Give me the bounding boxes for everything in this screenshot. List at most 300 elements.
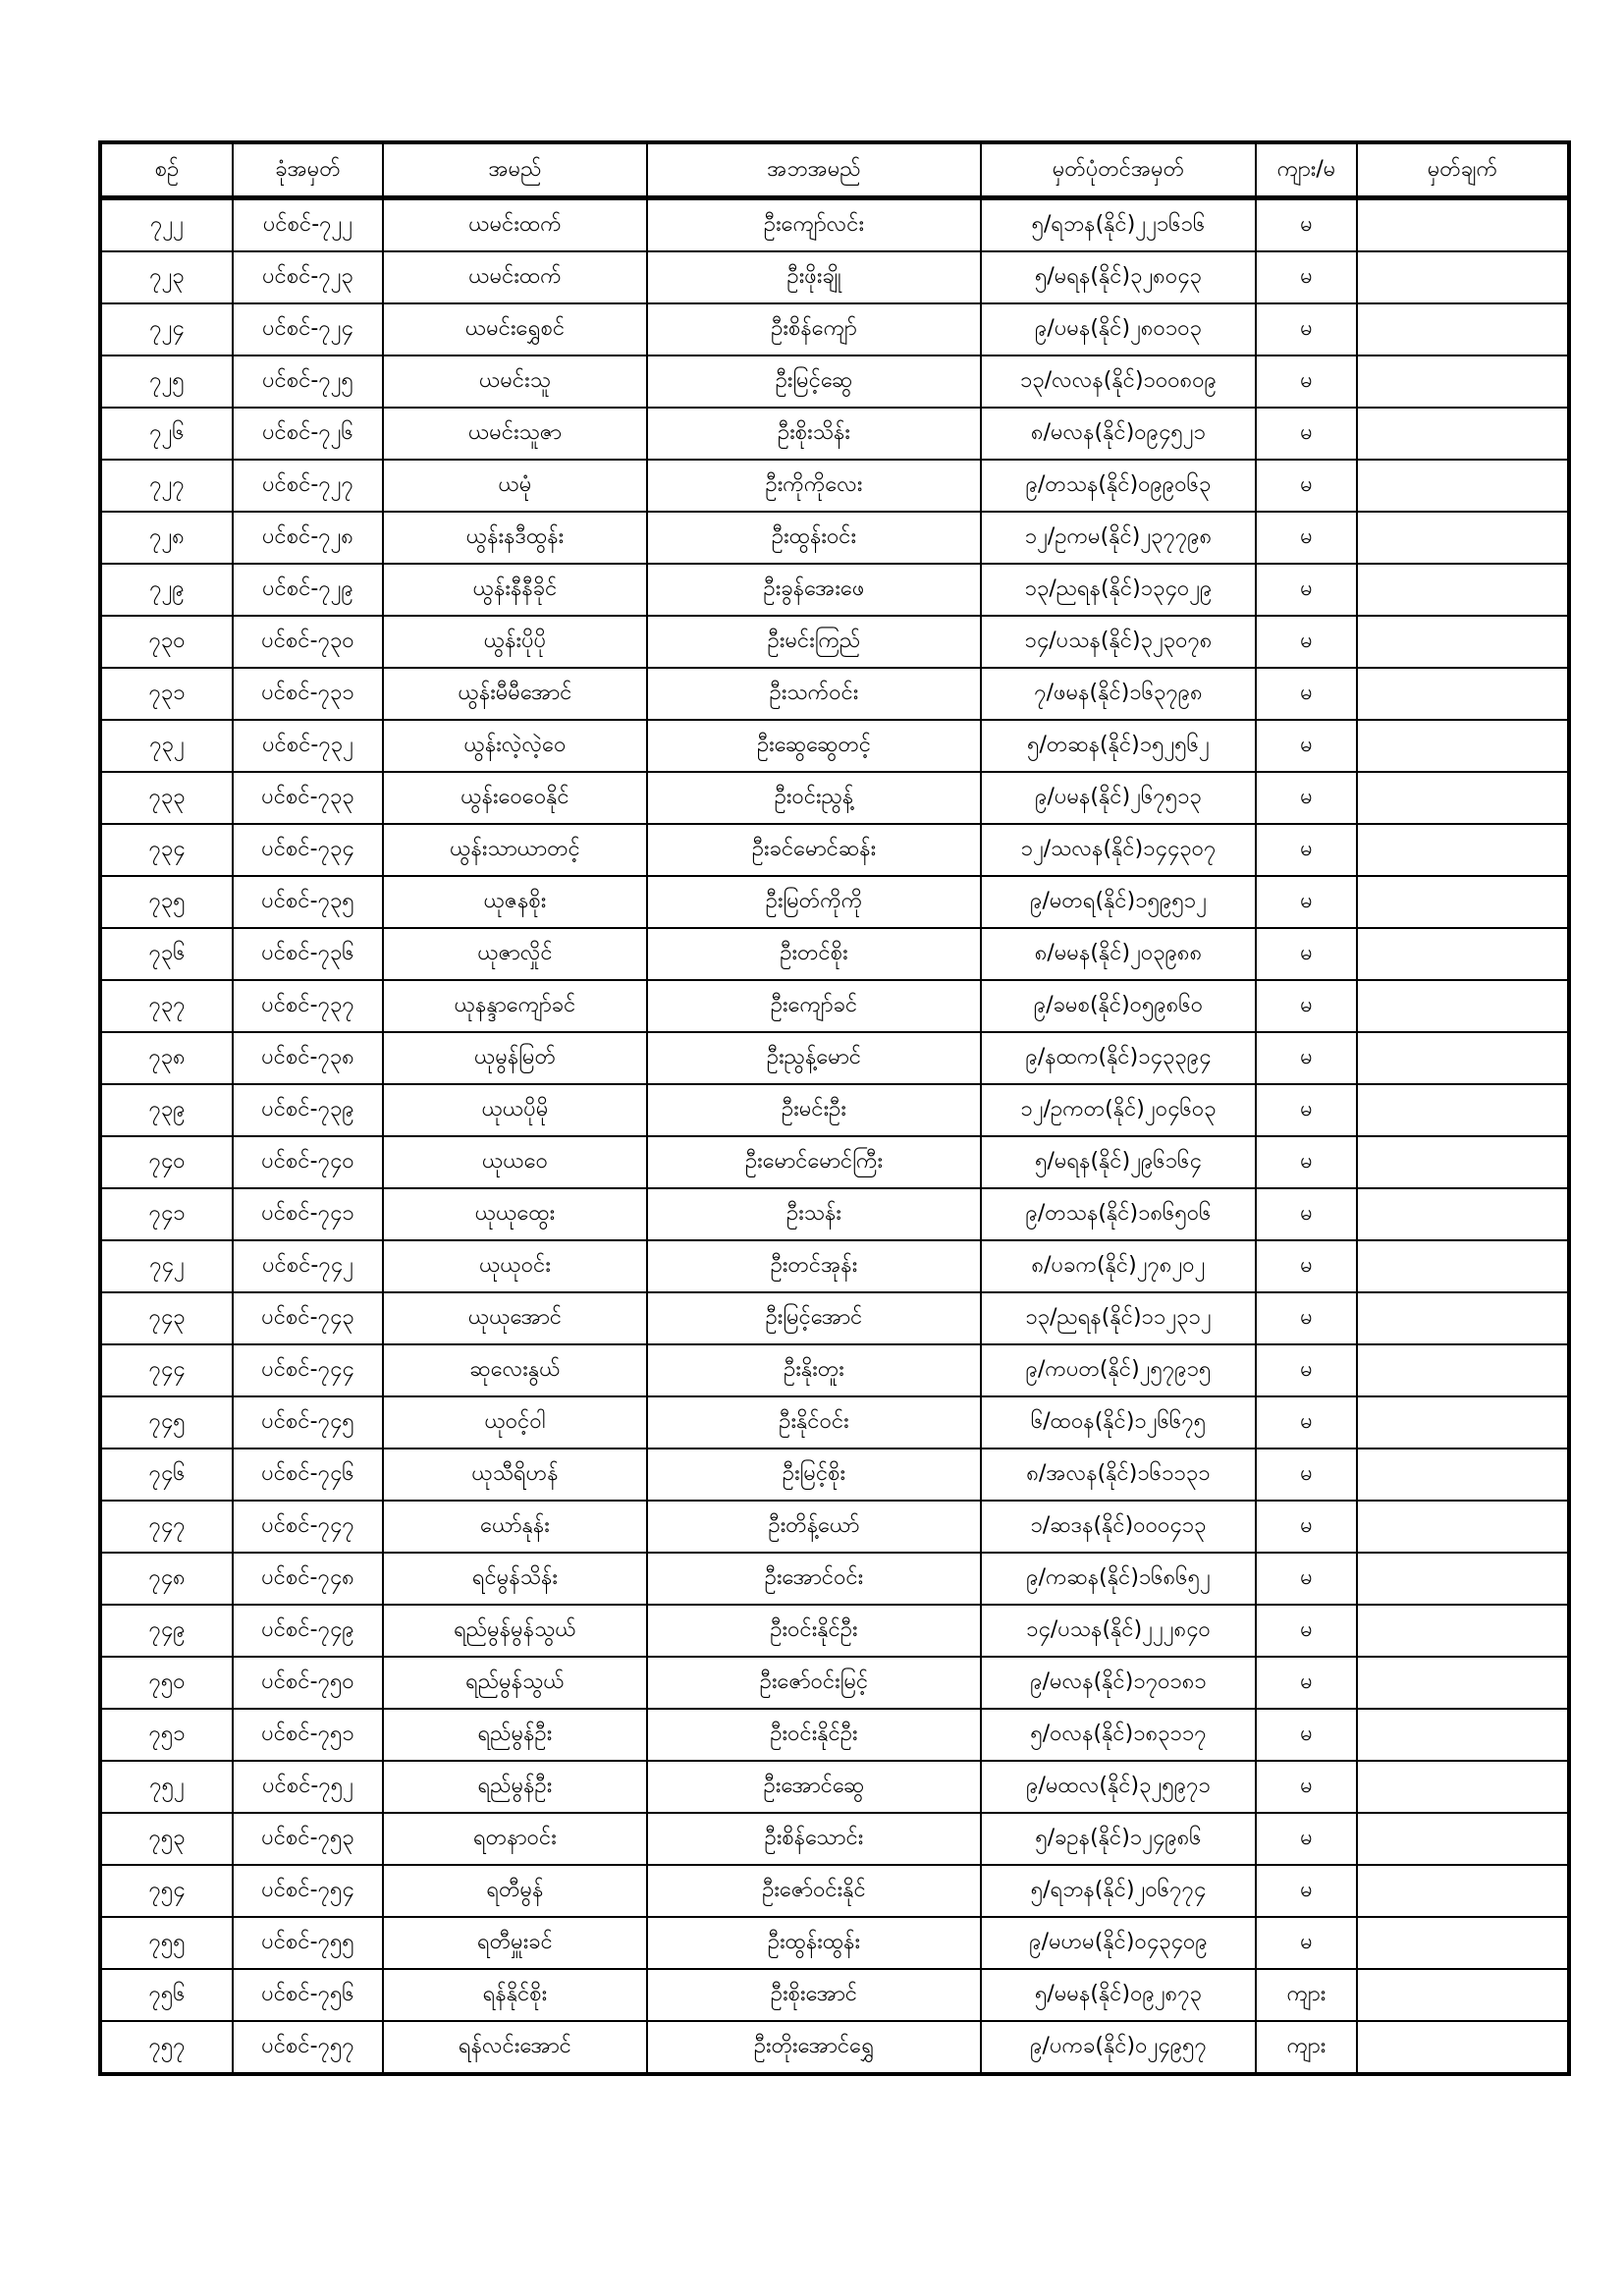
cell-remark [1357,876,1569,928]
cell-roll-no: ပင်စင်-၇၅၃ [233,1813,383,1865]
cell-gender: မ [1256,1501,1357,1553]
cell-remark [1357,460,1569,512]
cell-remark [1357,1449,1569,1501]
cell-name: ယွန်းလဲ့လဲ့ဝေ [383,720,647,772]
cell-name: ရတနာဝင်း [383,1813,647,1865]
cell-roll-no: ပင်စင်-၇၃၅ [233,876,383,928]
table-row [100,1449,1569,1501]
table-row [100,1969,1569,2021]
cell-roll-no: ပင်စင်-၇၄၄ [233,1344,383,1396]
cell-name: ရည်မွန်သွယ် [383,1657,647,1709]
cell-name: ရင်မွန်သိန်း [383,1553,647,1605]
cell-nrc: ၉/မလန(နိုင်)၁၇၀၁၈၁ [981,1657,1256,1709]
cell-nrc: ၉/ခမစ(နိုင်)၀၅၉၈၆၀ [981,980,1256,1032]
cell-nrc: ၁/ဆဒန(နိုင်)၀၀၀၄၁၃ [981,1501,1256,1553]
cell-gender: မ [1256,1917,1357,1969]
cell-roll-no: ပင်စင်-၇၄၀ [233,1136,383,1188]
cell-remark [1357,1188,1569,1240]
table-row [100,1657,1569,1709]
header-father-name: အဘအမည် [647,142,981,198]
cell-nrc: ၁၃/ညရန(နိုင်)၁၃၄၀၂၉ [981,564,1256,616]
cell-name: ယုယပိုမို [383,1084,647,1136]
cell-name: ယုနန္ဒာကျော်ခင် [383,980,647,1032]
cell-remark [1357,1344,1569,1396]
cell-nrc: ၉/နထက(နိုင်)၁၄၃၃၉၄ [981,1032,1256,1084]
cell-roll-no: ပင်စင်-၇၂၆ [233,408,383,460]
cell-gender: မ [1256,1553,1357,1605]
cell-gender: ကျား [1256,2021,1357,2074]
cell-nrc: ၁၂/ဥကမ(နိုင်)၂၃၇၇၉၈ [981,512,1256,564]
cell-father-name: ဦးဇော်ဝင်းနိုင် [647,1865,981,1917]
cell-name: ယွန်းပိုပို [383,616,647,668]
cell-name: ယုယုဝင်း [383,1240,647,1292]
cell-father-name: ဦးမြင့်အောင် [647,1292,981,1344]
cell-father-name: ဦးမင်းဦး [647,1084,981,1136]
cell-roll-no: ပင်စင်-၇၅၆ [233,1969,383,2021]
cell-serial-no: ၇၃၈ [100,1032,233,1084]
cell-name: ယွန်းမီမီအောင် [383,668,647,720]
cell-nrc: ၅/ခဥန(နိုင်)၁၂၄၉၈၆ [981,1813,1256,1865]
cell-roll-no: ပင်စင်-၇၃၂ [233,720,383,772]
cell-father-name: ဦးမောင်မောင်ကြီး [647,1136,981,1188]
cell-roll-no: ပင်စင်-၇၃၃ [233,772,383,824]
cell-name: ယုဇာလှိုင် [383,928,647,980]
cell-remark [1357,720,1569,772]
cell-roll-no: ပင်စင်-၇၃၁ [233,668,383,720]
cell-remark [1357,1501,1569,1553]
cell-gender: မ [1256,772,1357,824]
cell-name: ယုဇနစိုး [383,876,647,928]
cell-gender: မ [1256,564,1357,616]
cell-gender: မ [1256,1709,1357,1761]
cell-gender: မ [1256,1761,1357,1813]
cell-name: ယွန်းသာယာတင့် [383,824,647,876]
cell-serial-no: ၇၄၁ [100,1188,233,1240]
cell-nrc: ၆/ထဝန(နိုင်)၁၂၆၆၇၅ [981,1396,1256,1449]
cell-remark [1357,1553,1569,1605]
cell-serial-no: ၇၅၄ [100,1865,233,1917]
table-body [100,198,1569,2075]
cell-gender: မ [1256,1605,1357,1657]
table-row [100,824,1569,876]
table-row [100,1344,1569,1396]
table-row [100,1136,1569,1188]
cell-remark [1357,772,1569,824]
cell-remark [1357,824,1569,876]
table-row [100,1240,1569,1292]
cell-nrc: ၁၃/လလန(နိုင်)၁၀၀၈၀၉ [981,355,1256,408]
cell-name: ယမင်းရွှေစင် [383,303,647,355]
cell-roll-no: ပင်စင်-၇၅၀ [233,1657,383,1709]
cell-serial-no: ၇၂၅ [100,355,233,408]
cell-father-name: ဦးခွန်အေးဖေ [647,564,981,616]
cell-father-name: ဦးစိန်ကျော် [647,303,981,355]
cell-gender: မ [1256,1292,1357,1344]
cell-remark [1357,1969,1569,2021]
cell-nrc: ၁၄/ပသန(နိုင်)၂၂၂၈၄၀ [981,1605,1256,1657]
cell-serial-no: ၇၄၅ [100,1396,233,1449]
cell-roll-no: ပင်စင်-၇၄၁ [233,1188,383,1240]
table-row [100,1605,1569,1657]
cell-father-name: ဦးမြင့်စိုး [647,1449,981,1501]
cell-nrc: ၅/တဆန(နိုင်)၁၅၂၅၆၂ [981,720,1256,772]
cell-serial-no: ၇၅၂ [100,1761,233,1813]
cell-father-name: ဦးခင်မောင်ဆန်း [647,824,981,876]
cell-roll-no: ပင်စင်-၇၃၆ [233,928,383,980]
cell-father-name: ဦးညွန့်မောင် [647,1032,981,1084]
cell-gender: မ [1256,1032,1357,1084]
header-name: အမည် [383,142,647,198]
cell-father-name: ဦးတင်အုန်း [647,1240,981,1292]
cell-father-name: ဦးကိုကိုလေး [647,460,981,512]
cell-gender: မ [1256,1813,1357,1865]
cell-roll-no: ပင်စင်-၇၄၆ [233,1449,383,1501]
cell-gender: မ [1256,616,1357,668]
cell-gender: မ [1256,1240,1357,1292]
table-row [100,1084,1569,1136]
cell-gender: မ [1256,198,1357,252]
cell-gender: မ [1256,668,1357,720]
cell-serial-no: ၇၃၂ [100,720,233,772]
cell-serial-no: ၇၂၄ [100,303,233,355]
cell-gender: မ [1256,928,1357,980]
cell-roll-no: ပင်စင်-၇၃၈ [233,1032,383,1084]
cell-remark [1357,1813,1569,1865]
cell-roll-no: ပင်စင်-၇၄၅ [233,1396,383,1449]
cell-roll-no: ပင်စင်-၇၂၈ [233,512,383,564]
cell-gender: မ [1256,251,1357,303]
cell-nrc: ၈/အလန(နိုင်)၁၆၁၁၃၁ [981,1449,1256,1501]
cell-roll-no: ပင်စင်-၇၅၅ [233,1917,383,1969]
cell-nrc: ၅/ဝလန(နိုင်)၁၈၃၁၁၇ [981,1709,1256,1761]
cell-father-name: ဦးဝင်းညွန့် [647,772,981,824]
cell-name: ဆုလေးနွယ် [383,1344,647,1396]
header-remark: မှတ်ချက် [1357,142,1569,198]
cell-father-name: ဦးဇော်ဝင်းမြင့် [647,1657,981,1709]
cell-roll-no: ပင်စင်-၇၃၉ [233,1084,383,1136]
cell-serial-no: ၇၅၅ [100,1917,233,1969]
cell-serial-no: ၇၅၇ [100,2021,233,2074]
cell-father-name: ဦးဆွေဆွေတင့် [647,720,981,772]
cell-father-name: ဦးဖိုးချို [647,251,981,303]
cell-remark [1357,1761,1569,1813]
cell-roll-no: ပင်စင်-၇၅၇ [233,2021,383,2074]
cell-father-name: ဦးထွန်းထွန်း [647,1917,981,1969]
cell-remark [1357,303,1569,355]
table-row [100,303,1569,355]
cell-gender: မ [1256,980,1357,1032]
cell-nrc: ၉/မတရ(နိုင်)၁၅၉၅၁၂ [981,876,1256,928]
table-row [100,460,1569,512]
table-row [100,1032,1569,1084]
cell-serial-no: ၇၄၉ [100,1605,233,1657]
cell-nrc: ၈/မလန(နိုင်)၀၉၄၅၂၁ [981,408,1256,460]
cell-name: ယွန်းနီနီခိုင် [383,564,647,616]
header-row [100,142,1569,198]
cell-gender: မ [1256,303,1357,355]
cell-name: ရန်နိုင်စိုး [383,1969,647,2021]
cell-nrc: ၉/ပမန(နိုင်)၂၈၀၁၀၃ [981,303,1256,355]
cell-remark [1357,1709,1569,1761]
cell-serial-no: ၇၂၈ [100,512,233,564]
table-row [100,1501,1569,1553]
cell-serial-no: ၇၅၃ [100,1813,233,1865]
table-row [100,1761,1569,1813]
cell-remark [1357,408,1569,460]
cell-serial-no: ၇၃၅ [100,876,233,928]
cell-gender: မ [1256,355,1357,408]
cell-name: ယမုံ [383,460,647,512]
table-row [100,1709,1569,1761]
cell-nrc: ၅/မရန(နိုင်)၃၂၈၀၄၃ [981,251,1256,303]
table-row [100,1813,1569,1865]
cell-serial-no: ၇၅၁ [100,1709,233,1761]
cell-nrc: ၈/ပခက(နိုင်)၂၇၈၂၀၂ [981,1240,1256,1292]
cell-remark [1357,512,1569,564]
cell-father-name: ဦးမြတ်ကိုကို [647,876,981,928]
cell-gender: မ [1256,1188,1357,1240]
table-row [100,1865,1569,1917]
header-roll-no: ခုံအမှတ် [233,142,383,198]
table-row [100,616,1569,668]
cell-roll-no: ပင်စင်-၇၂၉ [233,564,383,616]
cell-roll-no: ပင်စင်-၇၃၇ [233,980,383,1032]
cell-remark [1357,1865,1569,1917]
cell-nrc: ၁၄/ပသန(နိုင်)၃၂၃၀၇၈ [981,616,1256,668]
cell-remark [1357,1605,1569,1657]
cell-roll-no: ပင်စင်-၇၅၂ [233,1761,383,1813]
cell-name: ယုသီရိဟန် [383,1449,647,1501]
table-row [100,928,1569,980]
table-row [100,2021,1569,2074]
cell-remark [1357,355,1569,408]
cell-father-name: ဦးတိုးအောင်ရွှေ [647,2021,981,2074]
table-row [100,1292,1569,1344]
cell-nrc: ၅/မမန(နိုင်)၀၉၂၈၇၃ [981,1969,1256,2021]
cell-gender: မ [1256,1136,1357,1188]
cell-father-name: ဦးအောင်ဆွေ [647,1761,981,1813]
cell-serial-no: ၇၄၃ [100,1292,233,1344]
document-page [98,140,1567,2076]
table-row [100,355,1569,408]
table-row [100,668,1569,720]
table-row [100,408,1569,460]
cell-name: ယမင်းသူဇာ [383,408,647,460]
cell-father-name: ဦးမြင့်ဆွေ [647,355,981,408]
cell-gender: မ [1256,460,1357,512]
cell-father-name: ဦးနိုးတူး [647,1344,981,1396]
cell-nrc: ၁၂/ဥကတ(နိုင်)၂၀၄၆၀၃ [981,1084,1256,1136]
cell-serial-no: ၇၄၈ [100,1553,233,1605]
cell-roll-no: ပင်စင်-၇၂၇ [233,460,383,512]
cell-remark [1357,1240,1569,1292]
cell-serial-no: ၇၂၇ [100,460,233,512]
cell-father-name: ဦးဝင်းနိုင်ဦး [647,1709,981,1761]
cell-nrc: ၅/ရဘန(နိုင်)၂၂၁၆၁၆ [981,198,1256,252]
cell-remark [1357,1084,1569,1136]
cell-name: ယုယုအောင် [383,1292,647,1344]
cell-serial-no: ၇၄၇ [100,1501,233,1553]
table-row [100,1188,1569,1240]
cell-father-name: ဦးဝင်းနိုင်ဦး [647,1605,981,1657]
cell-serial-no: ၇၃၀ [100,616,233,668]
cell-roll-no: ပင်စင်-၇၄၈ [233,1553,383,1605]
cell-father-name: ဦးတင်စိုး [647,928,981,980]
cell-gender: မ [1256,408,1357,460]
table-row [100,1917,1569,1969]
cell-gender: မ [1256,876,1357,928]
cell-nrc: ၅/ရဘန(နိုင်)၂၀၆၇၇၄ [981,1865,1256,1917]
cell-serial-no: ၇၂၆ [100,408,233,460]
cell-serial-no: ၇၂၂ [100,198,233,252]
cell-serial-no: ၇၃၇ [100,980,233,1032]
header-serial-no: စဉ် [100,142,233,198]
cell-gender: မ [1256,1396,1357,1449]
cell-name: ရည်မွန်ဦး [383,1709,647,1761]
cell-roll-no: ပင်စင်-၇၄၉ [233,1605,383,1657]
cell-gender: မ [1256,720,1357,772]
cell-father-name: ဦးစိန်သောင်း [647,1813,981,1865]
roster-table [98,140,1571,2076]
cell-name: ယုဝင့်ဝါ [383,1396,647,1449]
cell-remark [1357,1657,1569,1709]
cell-name: ယုယုထွေး [383,1188,647,1240]
cell-gender: ကျား [1256,1969,1357,2021]
cell-remark [1357,1136,1569,1188]
cell-name: ရန်လင်းအောင် [383,2021,647,2074]
cell-gender: မ [1256,1449,1357,1501]
cell-nrc: ၈/မမန(နိုင်)၂၀၃၉၈၈ [981,928,1256,980]
cell-nrc: ၇/ဖမန(နိုင်)၁၆၃၇၉၈ [981,668,1256,720]
cell-name: ယမင်းထက် [383,251,647,303]
cell-remark [1357,616,1569,668]
cell-serial-no: ၇၄၄ [100,1344,233,1396]
table-header [100,142,1569,198]
cell-nrc: ၉/တသန(နိုင်)၀၉၉၀၆၃ [981,460,1256,512]
cell-name: ယွန်းဝေဝေနိုင် [383,772,647,824]
cell-serial-no: ၇၃၄ [100,824,233,876]
cell-name: ယွန်းနဒီထွန်း [383,512,647,564]
cell-remark [1357,928,1569,980]
cell-roll-no: ပင်စင်-၇၂၄ [233,303,383,355]
cell-remark [1357,1396,1569,1449]
cell-roll-no: ပင်စင်-၇၂၃ [233,251,383,303]
header-gender: ကျား/မ [1256,142,1357,198]
cell-roll-no: ပင်စင်-၇၄၃ [233,1292,383,1344]
table-row [100,564,1569,616]
cell-gender: မ [1256,824,1357,876]
cell-gender: မ [1256,512,1357,564]
cell-remark [1357,2021,1569,2074]
cell-father-name: ဦးကျော်လင်း [647,198,981,252]
cell-name: ရတီမှူးခင် [383,1917,647,1969]
cell-remark [1357,198,1569,252]
cell-father-name: ဦးထွန်းဝင်း [647,512,981,564]
cell-roll-no: ပင်စင်-၇၅၁ [233,1709,383,1761]
cell-father-name: ဦးစိုးအောင် [647,1969,981,2021]
cell-name: ရည်မွန်မွန်သွယ် [383,1605,647,1657]
cell-gender: မ [1256,1084,1357,1136]
cell-father-name: ဦးသက်ဝင်း [647,668,981,720]
cell-serial-no: ၇၃၁ [100,668,233,720]
cell-nrc: ၁၃/ညရန(နိုင်)၁၁၂၃၁၂ [981,1292,1256,1344]
cell-remark [1357,564,1569,616]
cell-serial-no: ၇၄၆ [100,1449,233,1501]
cell-nrc: ၉/တသန(နိုင်)၁၈၆၅၀၆ [981,1188,1256,1240]
cell-serial-no: ၇၄၂ [100,1240,233,1292]
cell-roll-no: ပင်စင်-၇၄၇ [233,1501,383,1553]
cell-nrc: ၉/ကပတ(နိုင်)၂၅၇၉၁၅ [981,1344,1256,1396]
header-nrc: မှတ်ပုံတင်အမှတ် [981,142,1256,198]
cell-father-name: ဦးစိုးသိန်း [647,408,981,460]
cell-father-name: ဦးကျော်ခင် [647,980,981,1032]
cell-roll-no: ပင်စင်-၇၅၄ [233,1865,383,1917]
cell-father-name: ဦးအောင်ဝင်း [647,1553,981,1605]
cell-nrc: ၉/ပကခ(နိုင်)၀၂၄၉၅၇ [981,2021,1256,2074]
cell-serial-no: ၇၅၆ [100,1969,233,2021]
cell-nrc: ၉/မဟမ(နိုင်)၀၄၃၄၀၉ [981,1917,1256,1969]
table-row [100,980,1569,1032]
cell-remark [1357,251,1569,303]
cell-serial-no: ၇၃၆ [100,928,233,980]
table-row [100,198,1569,252]
cell-gender: မ [1256,1344,1357,1396]
cell-remark [1357,668,1569,720]
cell-remark [1357,1032,1569,1084]
cell-father-name: ဦးသန်း [647,1188,981,1240]
cell-nrc: ၅/မရန(နိုင်)၂၉၆၁၆၄ [981,1136,1256,1188]
cell-serial-no: ၇၂၉ [100,564,233,616]
table-row [100,512,1569,564]
cell-serial-no: ၇၄၀ [100,1136,233,1188]
cell-gender: မ [1256,1865,1357,1917]
cell-serial-no: ၇၂၃ [100,251,233,303]
cell-remark [1357,1292,1569,1344]
cell-nrc: ၉/ကဆန(နိုင်)၁၆၈၆၅၂ [981,1553,1256,1605]
cell-father-name: ဦးမင်းကြည် [647,616,981,668]
table-row [100,1396,1569,1449]
cell-serial-no: ၇၅၀ [100,1657,233,1709]
cell-nrc: ၉/မထလ(နိုင်)၃၂၅၉၇၁ [981,1761,1256,1813]
cell-name: ယမင်းသူ [383,355,647,408]
table-row [100,1553,1569,1605]
table-row [100,251,1569,303]
table-row [100,876,1569,928]
cell-remark [1357,1917,1569,1969]
cell-serial-no: ၇၃၉ [100,1084,233,1136]
cell-roll-no: ပင်စင်-၇၂၂ [233,198,383,252]
cell-name: ယုယဝေ [383,1136,647,1188]
cell-roll-no: ပင်စင်-၇၄၂ [233,1240,383,1292]
table-row [100,720,1569,772]
cell-nrc: ၉/ပမန(နိုင်)၂၆၇၅၁၃ [981,772,1256,824]
cell-father-name: ဦးနိုင်ဝင်း [647,1396,981,1449]
cell-name: ယမင်းထက် [383,198,647,252]
cell-remark [1357,980,1569,1032]
cell-roll-no: ပင်စင်-၇၃၀ [233,616,383,668]
cell-nrc: ၁၂/သလန(နိုင်)၁၄၄၃၀၇ [981,824,1256,876]
cell-roll-no: ပင်စင်-၇၃၄ [233,824,383,876]
cell-name: ရတီမွန် [383,1865,647,1917]
cell-name: ယော်နုန်း [383,1501,647,1553]
cell-roll-no: ပင်စင်-၇၂၅ [233,355,383,408]
cell-name: ယုမွန်မြတ် [383,1032,647,1084]
cell-father-name: ဦးတိန့်ယော် [647,1501,981,1553]
cell-serial-no: ၇၃၃ [100,772,233,824]
table-row [100,772,1569,824]
cell-gender: မ [1256,1657,1357,1709]
cell-name: ရည်မွန်ဦး [383,1761,647,1813]
